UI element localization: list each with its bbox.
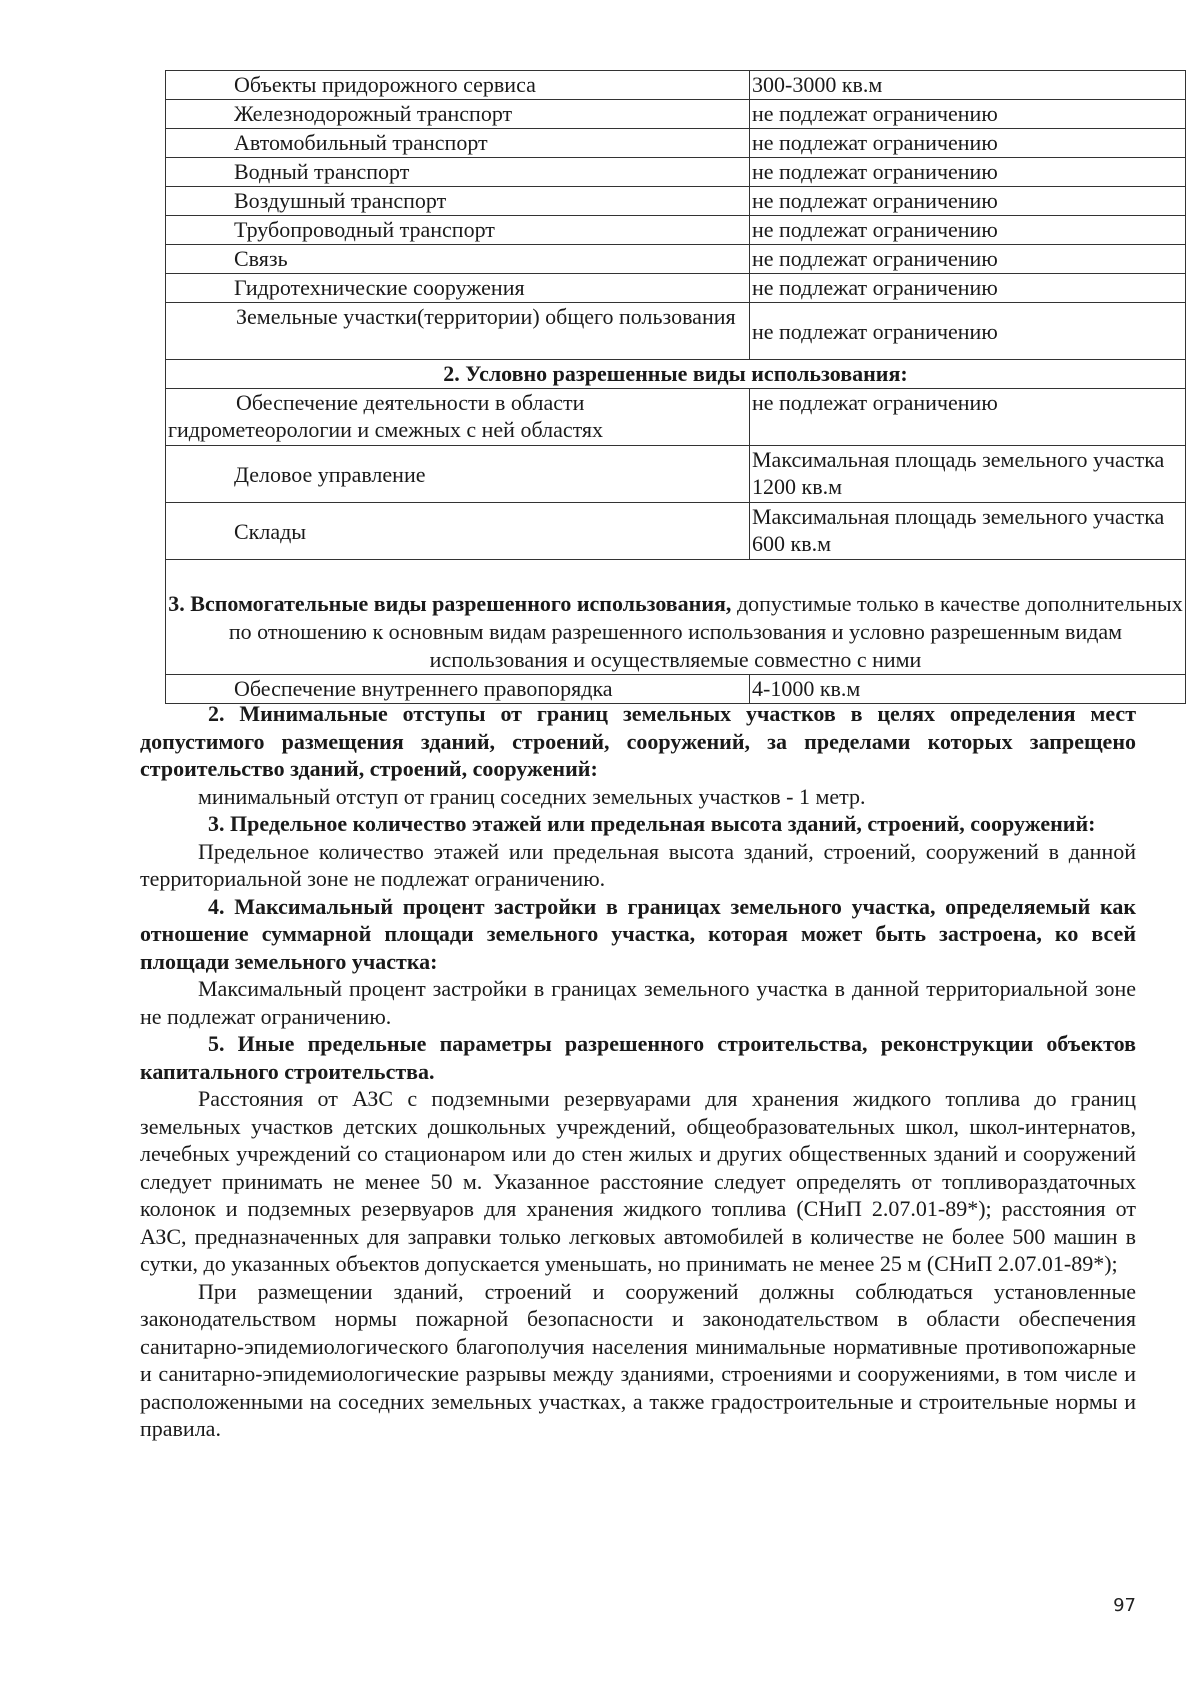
table-cell-value: 4-1000 кв.м: [750, 675, 1186, 704]
table-cell-value: Максимальная площадь земельного участка 1200 кв.м: [750, 446, 1186, 503]
heading-5: 5. Иные предельные параметры разрешенного строительства, реконструкции объектов капитального строительства.: [140, 1031, 1136, 1084]
table-cell-name: Гидротехнические сооружения: [166, 274, 750, 303]
table-cell-name: Деловое управление: [166, 446, 750, 503]
land-use-table: [165, 70, 1186, 704]
table-cell-value: не подлежат ограничению: [750, 129, 1186, 158]
paragraph-5a: Расстояния от АЗС с подземными резервуарами для хранения жидкого топлива до границ земельных участков детских дошкольных учреждений, общеобразовательных школ, школ-интернатов, лечебных учреждений со стационаром или до стен жилых и других общественных зданий и сооружений следует принимать не менее 50 м. Указанное расстояние следует определять от топливораздаточных колонок и подземных резервуаров для хранения жидкого топлива (СНиП 2.07.01-89*); расстояния от АЗС, предназначенных для заправки только легковых автомобилей в количестве не более 500 машин в сутки, до указанных объектов допускается уменьшать, но принимать не менее 25 м (СНиП 2.07.01-89*);: [140, 1086, 1136, 1276]
table-cell-value: не подлежат ограничению: [750, 274, 1186, 303]
section-2-title: 2. Условно разрешенные виды использования:: [166, 360, 1186, 389]
heading-2: 2. Минимальные отступы от границ земельных участков в целях определения мест допустимого размещения зданий, строений, сооружений, за пределами которых запрещено строительство зданий, строений, сооружений:: [140, 701, 1136, 781]
table-cell-name: Трубопроводный транспорт: [166, 216, 750, 245]
table-cell-name: Земельные участки(территории) общего пользования: [166, 303, 750, 360]
table-row: [166, 100, 1186, 129]
table-cell-name: Обеспечение внутреннего правопорядка: [166, 675, 750, 704]
table-cell-value: не подлежат ограничению: [750, 158, 1186, 187]
table-cell-name: Воздушный транспорт: [166, 187, 750, 216]
table-row: [166, 274, 1186, 303]
table-row: [166, 158, 1186, 187]
table-cell-name: Склады: [166, 503, 750, 560]
table-cell-value: 300-3000 кв.м: [750, 71, 1186, 100]
table-row: [166, 303, 1186, 360]
table-cell-value: не подлежат ограничению: [750, 245, 1186, 274]
section-header-row: [166, 560, 1186, 675]
page-number: 97: [1113, 1595, 1136, 1616]
table-row: [166, 216, 1186, 245]
table-row: [166, 389, 1186, 446]
paragraph-3: Предельное количество этажей или предельная высота зданий, строений, сооружений в данной территориальной зоне не подлежат ограничению.: [140, 838, 1136, 891]
table-row: [166, 129, 1186, 158]
table-cell-name: Обеспечение деятельности в области гидрометеорологии и смежных с ней областях: [166, 389, 750, 446]
table-cell-name: Автомобильный транспорт: [166, 129, 750, 158]
document-body: [140, 700, 1136, 1443]
table-cell-name: Связь: [166, 245, 750, 274]
table-row: [166, 187, 1186, 216]
table-cell-value: не подлежат ограничению: [750, 187, 1186, 216]
table-row: [166, 71, 1186, 100]
paragraph-2: минимальный отступ от границ соседних земельных участков - 1 метр.: [198, 783, 866, 809]
table-row: [166, 446, 1186, 503]
table-cell-value: не подлежат ограничению: [750, 216, 1186, 245]
table-cell-name: Водный транспорт: [166, 158, 750, 187]
paragraph-4: Максимальный процент застройки в границах земельного участка в данной территориальной зоне не подлежат ограничению.: [140, 976, 1136, 1029]
table-row: [166, 503, 1186, 560]
heading-3: 3. Предельное количество этажей или предельная высота зданий, строений, сооружений:: [208, 811, 1096, 836]
table-cell-value: Максимальная площадь земельного участка 600 кв.м: [750, 503, 1186, 560]
section-3-title: [166, 560, 1186, 675]
heading-4: 4. Максимальный процент застройки в границах земельного участка, определяемый как отношение суммарной площади земельного участка, которая может быть застроена, ко всей площади земельного участка:: [140, 893, 1136, 974]
section-3-bold: 3. Вспомогательные виды разрешенного использования,: [168, 591, 732, 616]
table-cell-name: Объекты придорожного сервиса: [166, 71, 750, 100]
paragraph-5b: При размещении зданий, строений и сооружений должны соблюдаться установленные законодательством нормы пожарной безопасности и законодательством в области обеспечения санитарно-эпидемиологического благополучия населения минимальные нормативные противопожарные и санитарно-эпидемиологические разрывы между зданиями, строениями и сооружениями, в том числе и расположенными на соседних земельных участках, а также градостроительные и строительные нормы и правила.: [140, 1278, 1136, 1441]
section-3-rest: допустимые только в качестве дополнительных по отношению к основным видам разрешенного использования и условно разрешенным видам использования и осуществляемые совместно с ними: [228, 591, 1183, 672]
table-row: [166, 245, 1186, 274]
table-cell-name: Железнодорожный транспорт: [166, 100, 750, 129]
table-cell-value: не подлежат ограничению: [750, 303, 1186, 360]
table-cell-value: не подлежат ограничению: [750, 389, 1186, 446]
table-cell-value: не подлежат ограничению: [750, 100, 1186, 129]
section-header-row: [166, 360, 1186, 389]
